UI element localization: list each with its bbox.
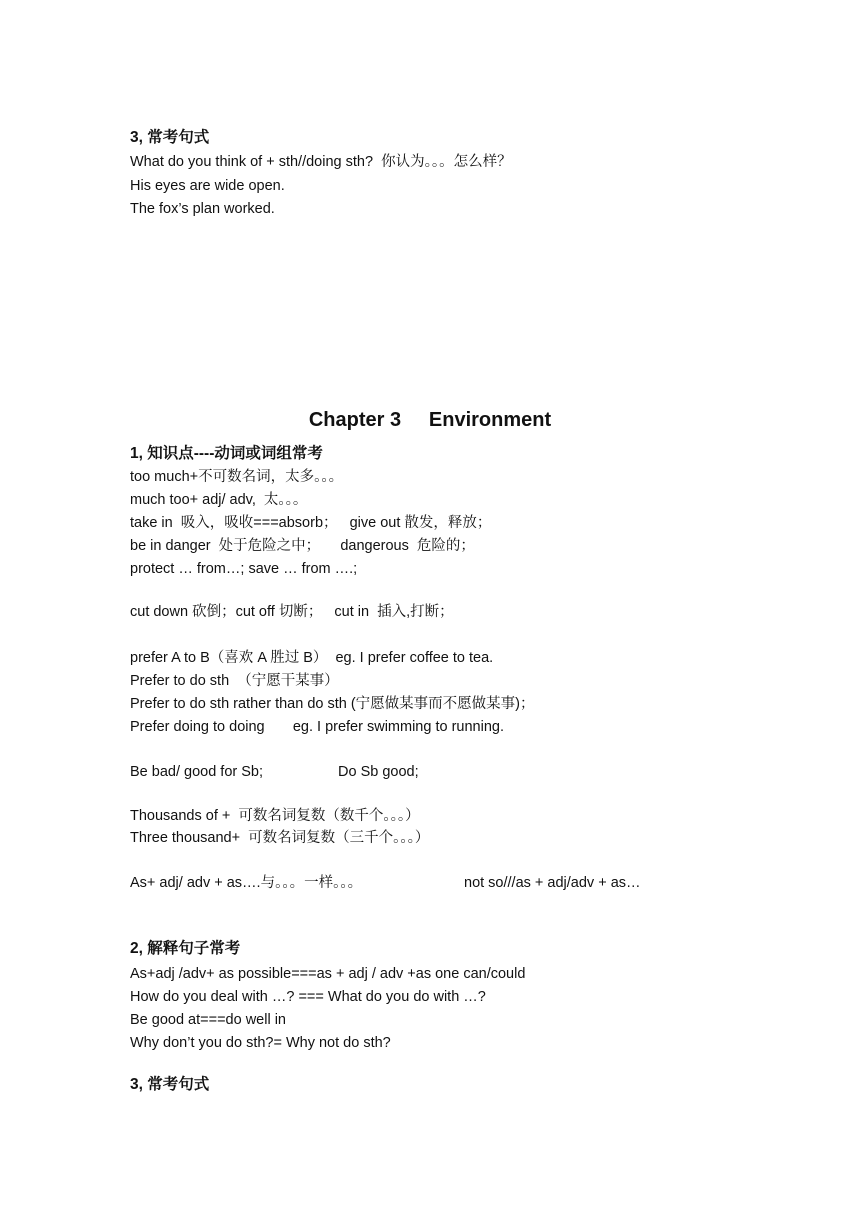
text-line: Be good at===do well in [130, 1012, 286, 1028]
text-line: How do you deal with …? === What do you do with …? [130, 989, 486, 1005]
text-line: His eyes are wide open. [130, 178, 285, 194]
text-line: Thousands of + 可数名词复数（数千个。。。） [130, 808, 420, 824]
section-heading-common-sentences: 3, 常考句式 [130, 129, 210, 146]
text-line: Be bad/ good for Sb; [130, 764, 264, 780]
text-line: Prefer doing to doing eg. I prefer swimming to running. [130, 719, 504, 735]
text-line: Why don’t you do sth?= Why not do sth? [130, 1035, 391, 1051]
text-line: As+adj /adv+ as possible===as + adj / adv +as one can/could [130, 966, 526, 982]
section-heading-vocabulary: 1, 知识点----动词或词组常考 [130, 445, 323, 462]
text-line: much too+ adj/ adv, 太。。。 [130, 492, 308, 508]
text-line: protect … from…; save … from ….; [130, 561, 358, 577]
text-line: too much+不可数名词，太多。。。 [130, 469, 344, 485]
text-line: not so///as + adj/adv + as… [464, 875, 641, 891]
text-line: As+ adj/ adv + as….与。。。一样。。。 [130, 875, 363, 891]
text-line: Do Sb good; [338, 764, 419, 780]
text-line: The fox’s plan worked. [130, 201, 275, 217]
text-line: Prefer to do sth rather than do sth (宁愿做某事而不愿做某事)； [130, 696, 535, 712]
text-line: take in 吸入，吸收===absorb； give out 散发，释放； [130, 515, 492, 531]
text-line: What do you think of + sth//doing sth? 你认为。。。怎么样？ [130, 154, 512, 170]
text-line: cut down 砍倒；cut off 切断； cut in 插入,打断； [130, 604, 454, 620]
text-line: Three thousand+ 可数名词复数（三千个。。。） [130, 830, 430, 846]
text-line: be in danger 处于危险之中； dangerous 危险的； [130, 538, 475, 554]
chapter-title: Chapter 3 Environment [308, 409, 552, 431]
section-heading-common-sentences: 3, 常考句式 [130, 1076, 210, 1093]
text-line: Prefer to do sth （宁愿干某事） [130, 673, 339, 689]
text-line: prefer A to B（喜欢 A 胜过 B） eg. I prefer coffee to tea. [130, 650, 494, 666]
section-heading-sentence-explanation: 2, 解释句子常考 [130, 940, 241, 957]
